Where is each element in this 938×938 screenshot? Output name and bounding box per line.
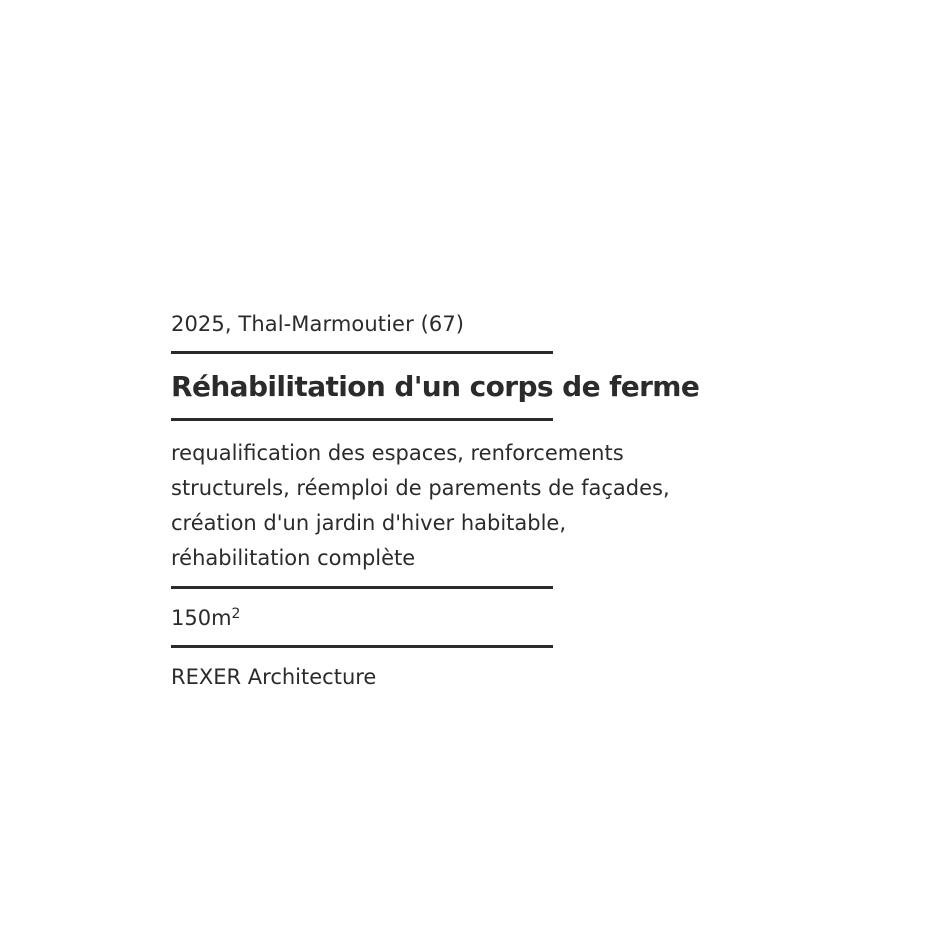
project-title: Réhabilitation d'un corps de ferme [171,370,700,403]
project-description [171,436,741,576]
project-card [171,309,771,692]
project-year-location: 2025, Thal-Marmoutier (67) [171,312,465,336]
divider [171,586,553,589]
project-area [171,603,771,633]
description-line: création d'un jardin d'hiver habitable, [171,511,567,535]
project-firm: REXER Architecture [171,665,377,689]
divider [171,351,553,354]
area-exponent: 2 [231,606,241,622]
divider [171,418,553,421]
area-value: 150m [171,606,232,630]
description-line: réhabilitation complète [171,546,416,570]
description-line: requalification des espaces, renforcements [171,441,624,465]
description-line: structurels, réemploi de parements de façades, [171,476,670,500]
divider [171,645,553,648]
